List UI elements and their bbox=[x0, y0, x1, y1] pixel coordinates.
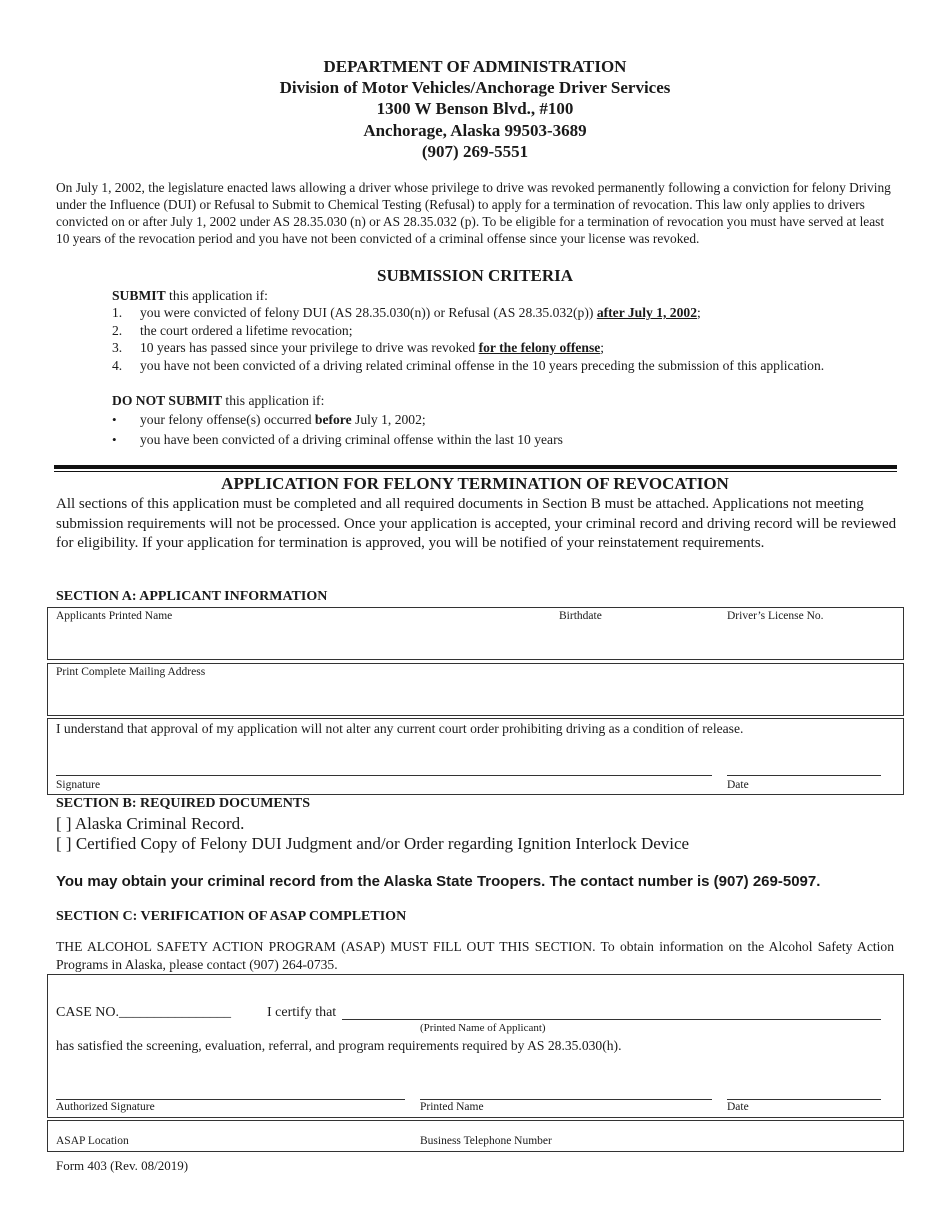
asap-date-line[interactable] bbox=[727, 1099, 881, 1100]
criteria-item-3 bbox=[0, 339, 950, 357]
header-city: Anchorage, Alaska 99503-3689 bbox=[363, 121, 587, 140]
mailing-address-field[interactable] bbox=[47, 663, 904, 716]
understand-statement: I understand that approval of my application will not alter any current court order prohibiting driving as a condition of release. bbox=[56, 721, 744, 736]
certify-label: I certify that bbox=[267, 1005, 337, 1020]
item-text: 10 years has passed since your privilege to drive was revoked for the felony offense; bbox=[140, 340, 605, 355]
authorized-signature-line[interactable] bbox=[56, 1099, 405, 1100]
donot-heading bbox=[112, 392, 324, 410]
asap-location-label: ASAP Location bbox=[56, 1135, 129, 1147]
divider-thick bbox=[54, 465, 897, 469]
donot-bullet-2 bbox=[0, 431, 950, 449]
criteria-item-1 bbox=[0, 304, 950, 322]
submit-bold: SUBMIT bbox=[112, 288, 166, 303]
header-department: DEPARTMENT OF ADMINISTRATION bbox=[323, 57, 627, 76]
license-label: Driver’s License No. bbox=[727, 610, 824, 622]
item-text: the court ordered a lifetime revocation; bbox=[140, 323, 353, 338]
item-number: 1. bbox=[112, 305, 123, 320]
criteria-item-4 bbox=[0, 357, 950, 375]
asap-location-row[interactable] bbox=[47, 1120, 904, 1152]
date-label: Date bbox=[727, 779, 749, 791]
item-number: 3. bbox=[112, 340, 123, 355]
applicant-name-label: Applicants Printed Name bbox=[56, 610, 173, 622]
bullet-icon: • bbox=[112, 412, 117, 427]
bullet-text: your felony offense(s) occurred before July 1, 2002; bbox=[140, 412, 426, 427]
application-title: APPLICATION FOR FELONY TERMINATION OF REVOCATION bbox=[221, 474, 729, 493]
asap-verification-box bbox=[47, 974, 904, 1118]
bullet-text: you have been convicted of a driving criminal offense within the last 10 years bbox=[140, 432, 563, 447]
header-division: Division of Motor Vehicles/Anchorage Driver Services bbox=[279, 78, 671, 97]
submit-rest: this application if: bbox=[165, 288, 268, 303]
form-number: Form 403 (Rev. 08/2019) bbox=[56, 1158, 189, 1173]
submit-heading bbox=[112, 287, 268, 305]
business-phone-label: Business Telephone Number bbox=[420, 1135, 552, 1147]
bullet-icon: • bbox=[112, 432, 117, 447]
requirements-statement: has satisfied the screening, evaluation, referral, and program requirements required by AS 28.35.030(h). bbox=[56, 1038, 622, 1053]
applicant-name-row[interactable] bbox=[47, 607, 904, 660]
authorized-signature-label: Authorized Signature bbox=[56, 1101, 155, 1113]
applicant-name-line[interactable] bbox=[342, 1019, 881, 1020]
address-label: Print Complete Mailing Address bbox=[56, 666, 206, 678]
criteria-item-2 bbox=[0, 322, 950, 340]
donot-bold: DO NOT SUBMIT bbox=[112, 393, 223, 408]
item-number: 4. bbox=[112, 358, 123, 373]
date-line[interactable] bbox=[727, 775, 881, 776]
section-a-title: SECTION A: APPLICANT INFORMATION bbox=[56, 589, 328, 604]
criteria-title: SUBMISSION CRITERIA bbox=[376, 266, 574, 285]
section-c-title: SECTION C: VERIFICATION OF ASAP COMPLETION bbox=[56, 909, 407, 924]
donot-rest: this application if: bbox=[222, 393, 325, 408]
donot-bullet-1 bbox=[0, 411, 950, 429]
criminal-record-contact: You may obtain your criminal record from the Alaska State Troopers. The contact number is (907) 269-5097. bbox=[56, 873, 821, 890]
printed-name-applicant-label: (Printed Name of Applicant) bbox=[420, 1022, 546, 1034]
header-phone: (907) 269-5551 bbox=[421, 142, 529, 161]
asap-instructions: THE ALCOHOL SAFETY ACTION PROGRAM (ASAP) MUST FILL OUT THIS SECTION. To obtain information on the Alcohol Safety Action Programs in Alaska, please contact (907) 264-0735. bbox=[56, 939, 894, 972]
signature-line[interactable] bbox=[56, 775, 712, 776]
printed-name-label: Printed Name bbox=[420, 1101, 484, 1113]
item-text: you have not been convicted of a driving related criminal offense in the 10 years preceding the submission of this application. bbox=[140, 358, 825, 373]
divider-thin bbox=[54, 471, 897, 472]
item-number: 2. bbox=[112, 323, 123, 338]
signature-label: Signature bbox=[56, 779, 101, 791]
doc-dui-judgment[interactable]: [ ] Certified Copy of Felony DUI Judgment and/or Order regarding Ignition Interlock Device bbox=[56, 834, 690, 853]
item-text: you were convicted of felony DUI (AS 28.35.030(n)) or Refusal (AS 28.35.032(p)) after July 1, 2002; bbox=[140, 305, 701, 320]
application-body: All sections of this application must be completed and all required documents in Section B must be attached. Applications not meeting submission requirements will not be processed. Once your application is accepted, your criminal record and driving record will be reviewed for eligibility. If your application for termination is approved, you will be notified of your reinstatement requirements. bbox=[56, 496, 897, 551]
case-number-field[interactable]: CASE NO.________________ bbox=[56, 1005, 232, 1020]
intro-paragraph: On July 1, 2002, the legislature enacted laws allowing a driver whose privilege to drive was revoked permanently following a conviction for felony Driving under the Influence (DUI) or Refusal to Submit to Chemical Testing (Refusal) to apply for a termination of revocation. This law only applies to drivers convicted on or after July 1, 2002 under AS 28.35.030 (n) or AS 28.35.032 (p). To be eligible for a termination of revocation you must have served at least 10 years of the revocation period and you have not been convicted of a criminal offense since your license was revoked. bbox=[56, 180, 891, 246]
section-b-title: SECTION B: REQUIRED DOCUMENTS bbox=[56, 796, 310, 811]
header-address: 1300 W Benson Blvd., #100 bbox=[376, 99, 574, 118]
birthdate-label: Birthdate bbox=[559, 610, 602, 622]
printed-name-line[interactable] bbox=[420, 1099, 712, 1100]
acknowledgement-box bbox=[47, 718, 904, 795]
doc-criminal-record[interactable]: [ ] Alaska Criminal Record. bbox=[56, 814, 245, 833]
asap-date-label: Date bbox=[727, 1101, 749, 1113]
